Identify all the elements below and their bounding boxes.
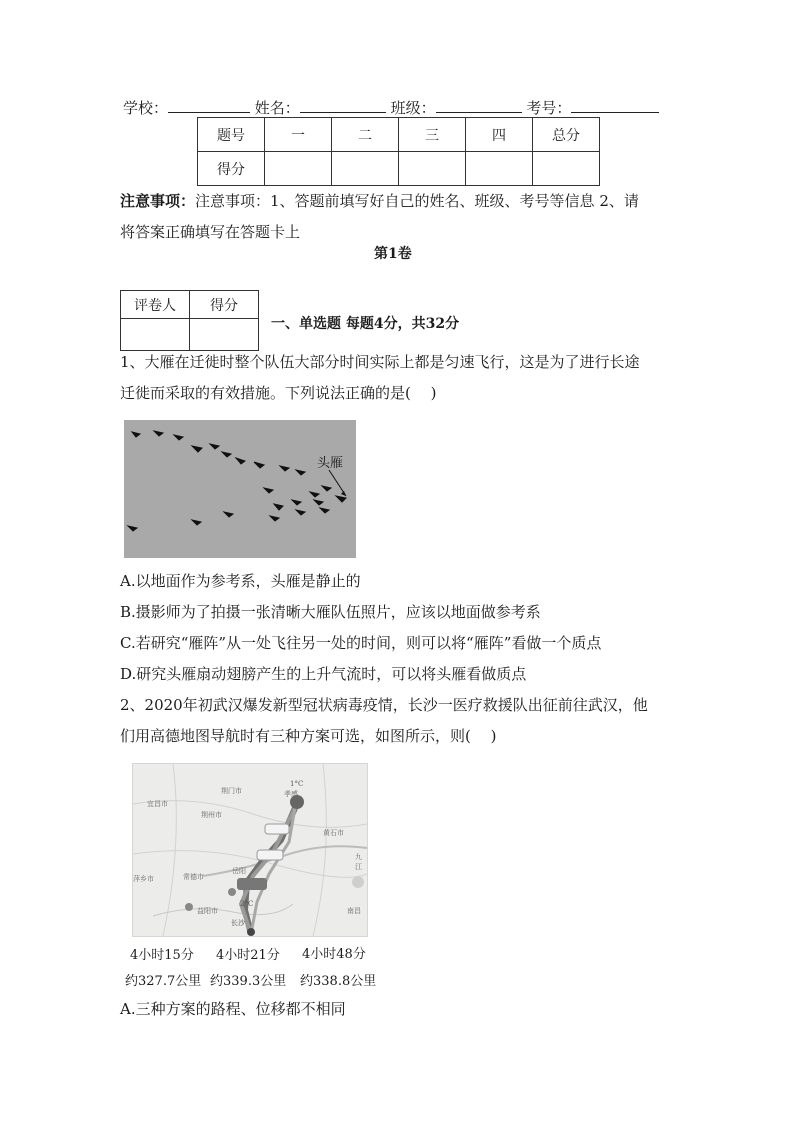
q1-line1: 1、大雁在迁徙时整个队伍大部分时间实际上都是匀速飞行，这是为了进行长途: [120, 353, 640, 371]
notice-title: 注意事项：: [120, 192, 196, 210]
q2-line1: 2、2020年初武汉爆发新型冠状病毒疫情，长沙一医疗救援队出征前往武汉，他: [120, 696, 648, 714]
name-field[interactable]: [300, 98, 386, 113]
q1-option-a[interactable]: A.以地面作为参考系，头雁是静止的: [120, 572, 361, 590]
class-label: 班级：: [390, 99, 436, 117]
map-label-jingmen: 荆门市: [221, 787, 242, 795]
route-2-time: 4小时21分: [216, 948, 280, 963]
question-2-stem: [120, 690, 680, 752]
route-3-time: 4小时48分: [302, 947, 366, 962]
q1-line2: 迁徙而采取的有效措施。下列说法正确的是( ): [120, 384, 437, 402]
exam-no-field[interactable]: [571, 98, 659, 113]
leader-arrowhead: [341, 491, 346, 496]
class-field[interactable]: [436, 98, 522, 113]
weather-badge-wuhan: 1°C: [290, 780, 304, 788]
notice-line1: 注意事项：1、答题前填写好自己的姓名、班级、考号等信息 2、请: [195, 192, 639, 210]
route-1-distance: 约327.7公里: [125, 974, 202, 989]
weather-badge-changsha: 2°C: [240, 900, 254, 908]
score-cell[interactable]: [533, 152, 600, 186]
score-row-label: 得分: [198, 152, 265, 186]
school-label: 学校：: [123, 99, 169, 117]
map-label-yichang: 宜昌市: [147, 800, 168, 808]
geese-illustration: [124, 420, 356, 558]
school-field[interactable]: [168, 98, 250, 113]
score-cell[interactable]: [332, 152, 399, 186]
q1-option-d[interactable]: D.研究头雁扇动翅膀产生的上升气流时，可以将头雁看做质点: [120, 665, 527, 683]
map-label-xiaogan: 孝感: [284, 790, 298, 798]
lead-goose-label: 头雁: [317, 456, 344, 471]
map-label-pingxiang: 萍乡市: [133, 875, 154, 883]
map-label-yiyang: 益阳市: [197, 907, 218, 915]
map-label-changsha: 长沙: [231, 919, 245, 927]
name-label: 姓名：: [254, 99, 300, 117]
score-cell[interactable]: [466, 152, 533, 186]
score-header-cell: 三: [399, 118, 466, 152]
score-header-cell: 一: [265, 118, 332, 152]
grader-cell[interactable]: [121, 319, 190, 351]
map-label-nanchang: 南昌: [347, 907, 361, 915]
student-info-line: [123, 97, 659, 118]
question-1-options: [120, 566, 680, 690]
grader-score-header: 得分: [190, 291, 259, 319]
grader-table: [120, 290, 259, 351]
score-table: [197, 117, 600, 186]
q1-option-c[interactable]: C.若研究“雁阵”从一处飞往另一处的时间，则可以将“雁阵”看做一个质点: [120, 634, 602, 652]
map-label-jingzhou: 荆州市: [201, 811, 222, 819]
map-label-yueyang: 岳阳: [232, 867, 246, 875]
exam-no-label: 考号：: [526, 99, 572, 117]
q2-option-a[interactable]: A.三种方案的路程、位移都不相同: [120, 1000, 346, 1018]
score-cell[interactable]: [399, 152, 466, 186]
geese-photo: [124, 420, 356, 558]
map-label-changde: 常德市: [183, 873, 204, 881]
route-2-distance: 约339.3公里: [210, 974, 287, 989]
q2-line2: 们用高德地图导航时有三种方案可选，如图所示，则( ): [120, 727, 497, 745]
route-1-time: 4小时15分: [130, 948, 194, 963]
map-roads: [133, 764, 367, 936]
score-header-cell: 总分: [533, 118, 600, 152]
grader-score-cell[interactable]: [190, 319, 259, 351]
grader-header: 评卷人: [121, 291, 190, 319]
notice-block: [120, 186, 680, 248]
question-1-stem: [120, 347, 680, 409]
q1-option-b[interactable]: B.摄影师为了拍摄一张清晰大雁队伍照片，应该以地面做参考系: [120, 603, 541, 621]
section1-title: 一、单选题 每题4分，共32分: [271, 316, 460, 332]
navigation-map: [132, 763, 368, 937]
map-label-huangshi: 黄石市: [323, 829, 344, 837]
notice-line2: 将答案正确填写在答题卡上: [120, 223, 301, 241]
score-header-cell: 四: [466, 118, 533, 152]
score-cell[interactable]: [265, 152, 332, 186]
volume-title: 第1卷: [374, 246, 412, 262]
score-header-cell: 二: [332, 118, 399, 152]
route-3-distance: 约338.8公里: [300, 974, 377, 989]
map-label-jiujiang: 九江: [355, 853, 362, 871]
score-header-cell: 题号: [198, 118, 265, 152]
